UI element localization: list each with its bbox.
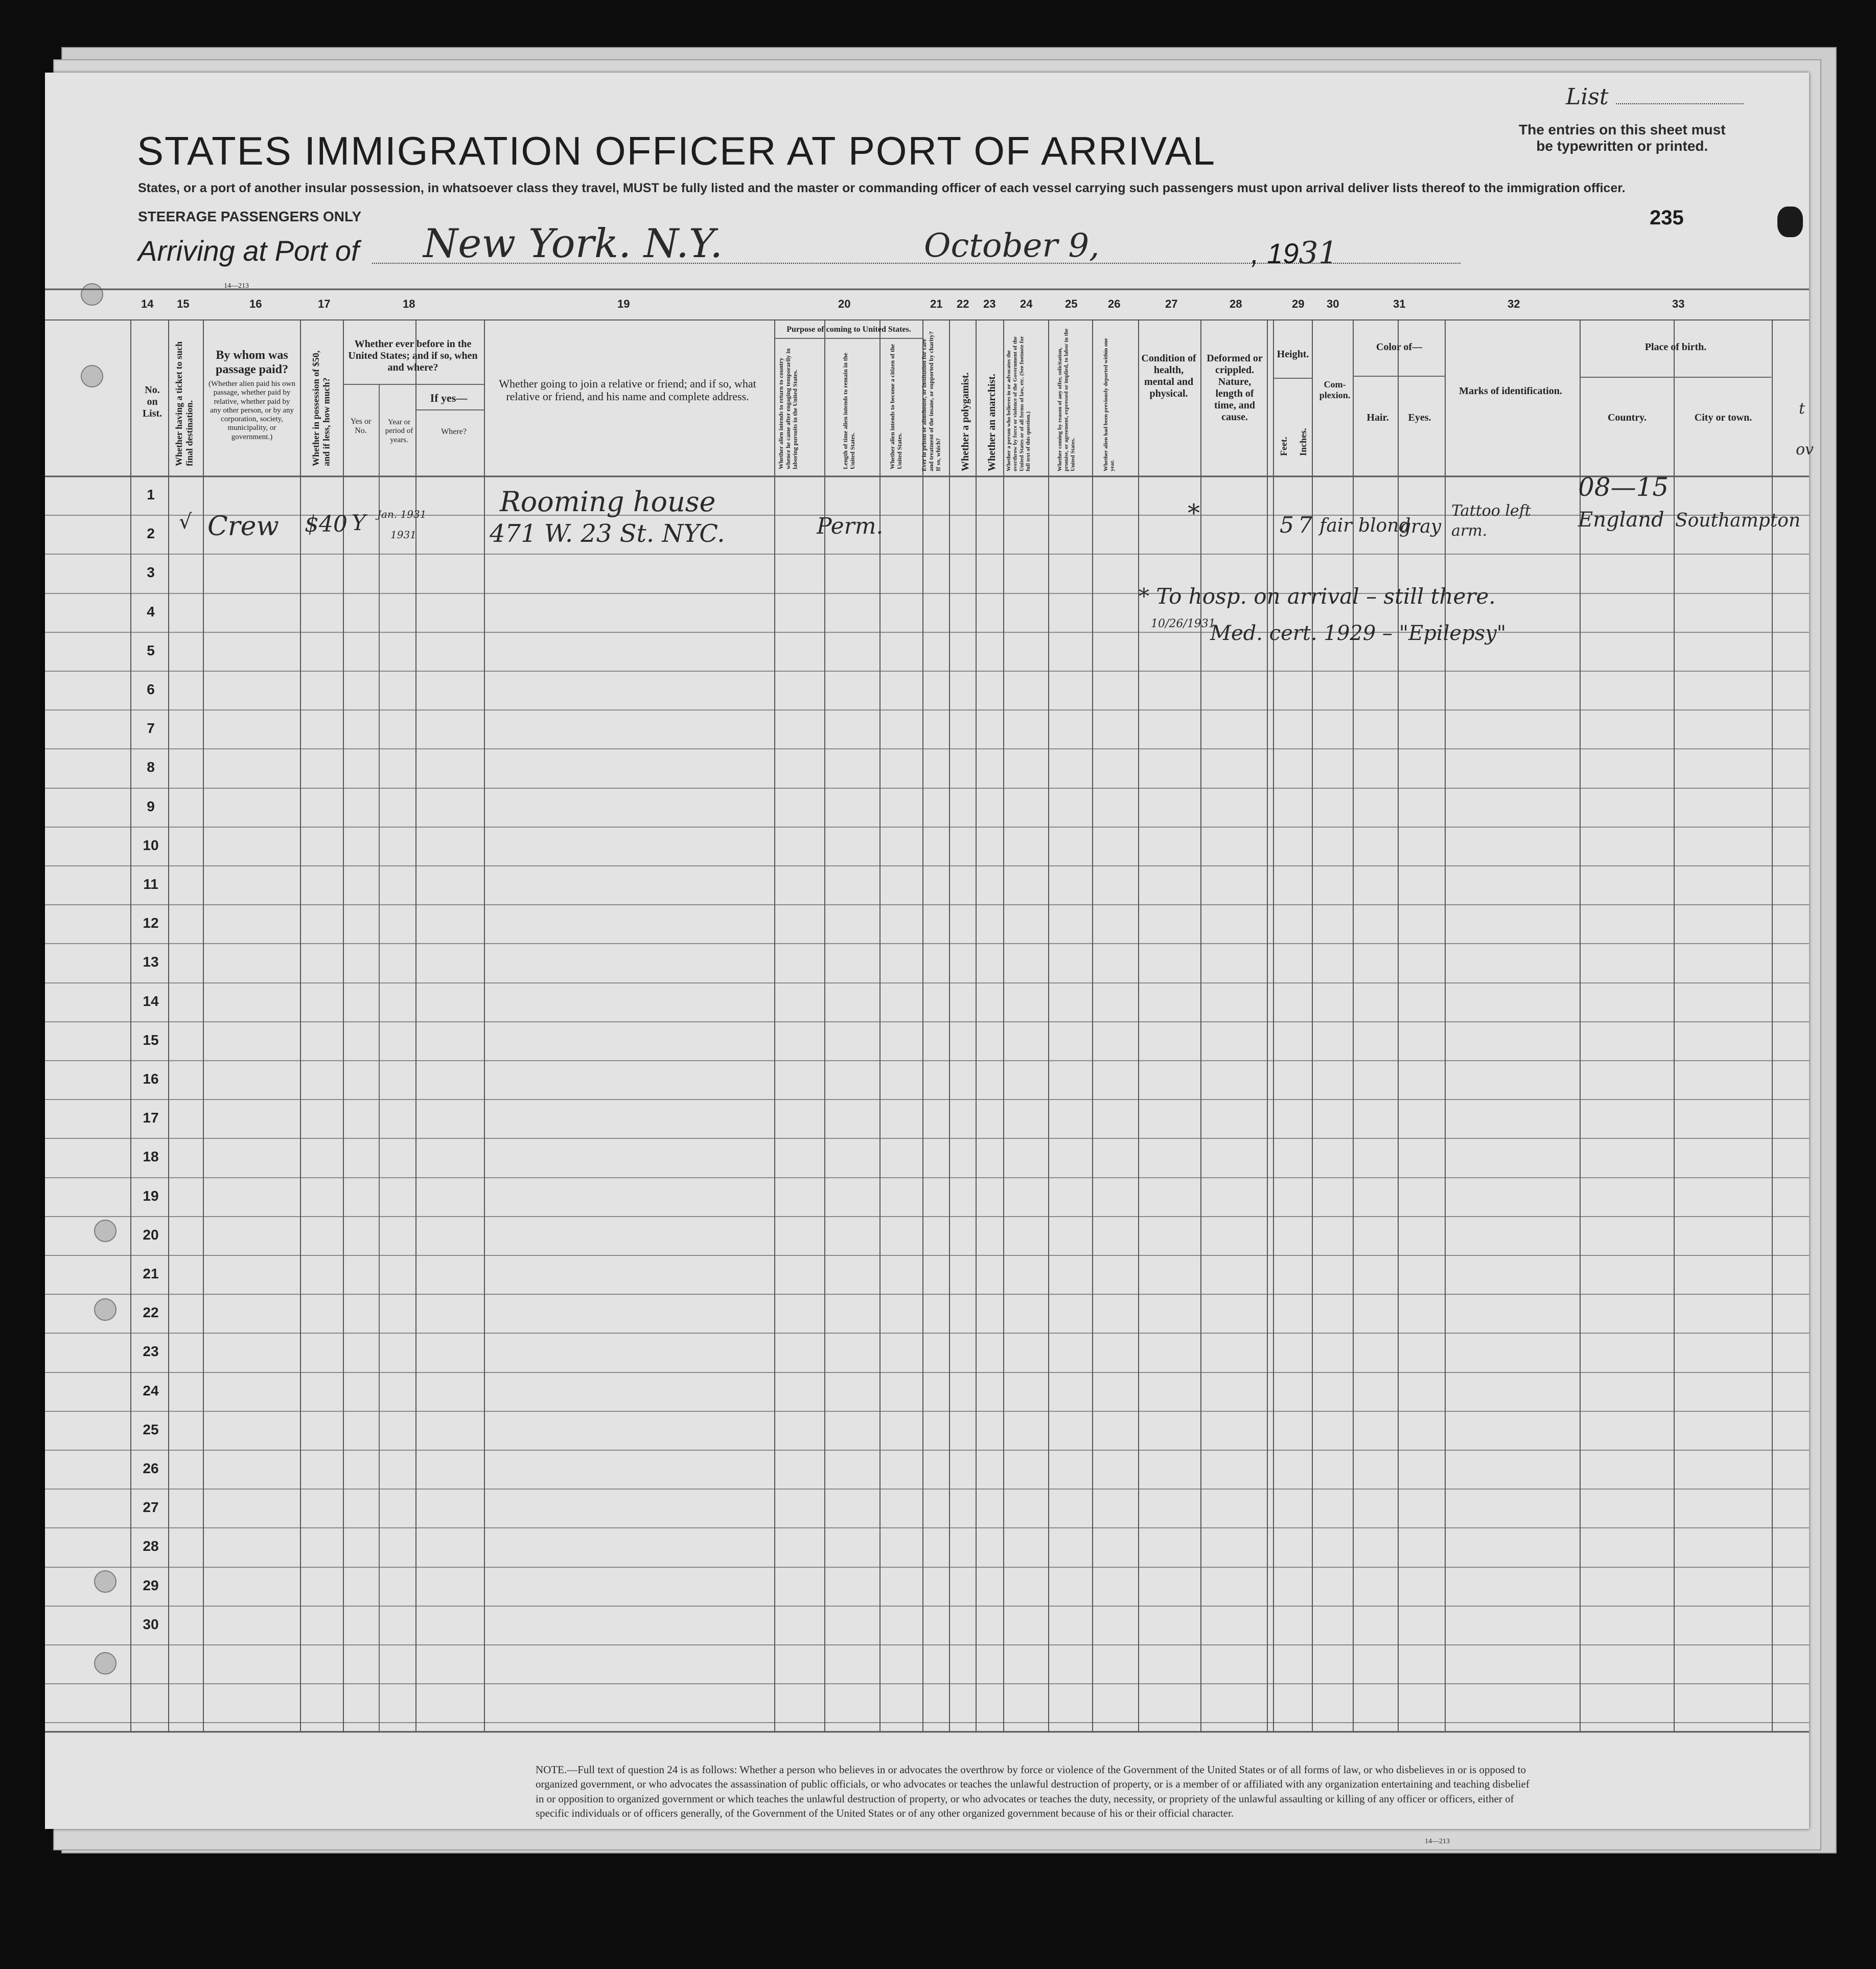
- row-number: 23: [143, 1343, 159, 1359]
- header-before-us: Whether ever before in the United States; and if so, when and where?: [348, 338, 478, 373]
- entry-eyes: gray: [1399, 516, 1442, 537]
- entry-ticket: √: [179, 510, 192, 534]
- col-num: 21: [930, 297, 943, 310]
- header-join: Whether going to join a relative or friend; and if so, what relative or friend, and his name and complete address.: [499, 377, 756, 403]
- entry-join-line1: Rooming house: [500, 486, 716, 518]
- row-number: 19: [143, 1188, 159, 1204]
- header-no-on-list: No. on List.: [142, 384, 163, 419]
- col-num: 19: [617, 297, 630, 310]
- header-condition: Condition of health, mental and physical.: [1141, 353, 1196, 399]
- steerage-label: STEERAGE PASSENGERS ONLY: [138, 209, 362, 224]
- header-passage: By whom was passage paid? (Whether alien paid his own passage, whether paid by relative, whether paid by any other person, or by any corporation, society, municipality, or government.): [209, 349, 295, 441]
- col-num: 27: [1165, 297, 1178, 310]
- header-anarchist: Whether an anarchist.: [986, 374, 998, 471]
- header-where: Where?: [441, 427, 467, 436]
- entry-feet: 5: [1280, 512, 1294, 538]
- col-num: 32: [1508, 297, 1520, 310]
- footnote-code: 14—213: [1425, 1838, 1450, 1845]
- row-number: 27: [143, 1499, 159, 1515]
- footnote: NOTE.—Full text of question 24 is as follows: Whether a person who believes in or advocates the overthrow by force or violence of the Government of the United States or of all forms of law, or who disbelieves in or is opposed to organized government, or who advocates the assassination of public officials, or who advocates or teaches the unlawful destruction of property, or is a member of or affiliated with any organization entertaining and teaching disbelief in or opposition to organized government or which teaches the unlawful destruction of property, or who advocates or teaches the duty, necessity, or propriety of the unlawful assaulting or killing of any officer or officers, either of specific individuals or of officers generally, of the Government of the United States or of any other organized government because of his or their official character.: [536, 1764, 1530, 1820]
- entry-before-years2: 1931: [390, 529, 416, 541]
- row-number: 3: [147, 564, 155, 580]
- row-number: 17: [143, 1110, 159, 1126]
- entry-marks: Tattoo left arm.: [1451, 502, 1531, 540]
- row-number: 25: [143, 1422, 159, 1437]
- header-marks: Marks of identification.: [1459, 385, 1562, 397]
- col-num: 24: [1020, 297, 1033, 310]
- entry-before-yes: Y: [352, 510, 366, 535]
- annotation-line3: Med. cert. 1929 – "Epilepsy": [1210, 622, 1507, 645]
- header-q24: Whether a person who believes in or advocates the overthrow by force or violence of the Government of the United States or of all forms of law, etc. (See footnote for full text of this question.): [1006, 336, 1031, 471]
- header-purpose-c: Whether alien intends to become a citizen of the United States.: [889, 344, 903, 469]
- col-num: 26: [1108, 297, 1121, 310]
- col-num: 20: [838, 297, 851, 310]
- entry-hair: blond: [1358, 515, 1411, 536]
- entry-marks-code: 08—15: [1578, 472, 1669, 502]
- header-inches: Inches.: [1298, 428, 1308, 456]
- col-num: 14: [141, 297, 154, 310]
- row-number: 9: [147, 798, 155, 814]
- col-num: 18: [403, 297, 415, 310]
- column-numbers: [45, 297, 1809, 313]
- header-purpose: Purpose of coming to United States.: [786, 325, 911, 334]
- annotation-line2: 10/26/1931: [1151, 617, 1216, 630]
- row-number: 6: [147, 681, 155, 697]
- entry-join-line2: 471 W. 23 St. NYC.: [490, 519, 725, 548]
- row-number: 11: [143, 876, 158, 892]
- entry-before-years: Jan. 1931: [377, 508, 427, 520]
- header-q25: Whether coming by reason of any offer, solicitation, promise, or agreement, expressed or implied, to labor in the United States.: [1057, 328, 1076, 471]
- manifest-sheet: [45, 73, 1814, 1845]
- row-number: 14: [143, 993, 159, 1009]
- row-number: 7: [147, 720, 155, 736]
- entry-money: $40: [305, 511, 348, 537]
- header-place-birth: Place of birth.: [1645, 341, 1707, 353]
- entry-city: Southampton: [1675, 510, 1801, 531]
- col-num: 16: [249, 297, 262, 310]
- header-hair: Hair.: [1367, 412, 1389, 423]
- typed-note: The entries on this sheet must be typewritten or printed.: [1519, 122, 1726, 154]
- header-if-yes: If yes—: [430, 392, 468, 404]
- row-number: 18: [143, 1149, 159, 1164]
- col-num: 29: [1292, 297, 1305, 310]
- row-number: 2: [147, 525, 155, 541]
- header-feet: Feet.: [1279, 437, 1289, 456]
- header-country: Country.: [1607, 412, 1647, 423]
- row-number: 21: [143, 1266, 159, 1281]
- header-color-of: Color of—: [1376, 341, 1423, 353]
- header-q26: Whether alien had been previously deported within one year.: [1103, 338, 1116, 471]
- header-purpose-a: Whether alien intends to return to country whence he came after engaging temporarily in laboring pursuits in the United States.: [777, 348, 799, 469]
- row-number: 30: [143, 1616, 159, 1632]
- row-number: 28: [143, 1538, 159, 1554]
- year-label: , 1931: [1251, 235, 1338, 271]
- entry-inches: 7: [1298, 512, 1312, 538]
- entry-condition-mark: *: [1188, 499, 1200, 528]
- col-num: 30: [1327, 297, 1339, 310]
- entry-complexion: fair: [1319, 515, 1352, 536]
- col-num: 17: [318, 297, 331, 310]
- instruction-text: States, or a port of another insular possession, in whatsoever class they travel, MUST be fully listed and the master or commanding officer of each vessel carrying such passengers must upon arrival deliver lists thereof to the immigration officer.: [138, 181, 1626, 195]
- header-yes-no: Yes or No.: [350, 417, 372, 436]
- row-number: 22: [143, 1304, 159, 1320]
- col-num: 33: [1672, 297, 1685, 310]
- row-number: 29: [143, 1577, 159, 1593]
- row-number: 24: [143, 1383, 159, 1399]
- header-eyes: Eyes.: [1408, 412, 1431, 423]
- entry-country: England: [1578, 508, 1664, 532]
- row-number: 4: [147, 604, 155, 620]
- header-ticket: Whether having a ticket to such final destination.: [174, 341, 195, 466]
- annotation-line1: * To hosp. on arrival – still there.: [1139, 584, 1496, 609]
- header-polygamist: Whether a polygamist.: [960, 372, 971, 471]
- entry-length: Perm.: [817, 513, 884, 539]
- header-deformed: Deformed or crippled. Nature, length of time, and cause.: [1207, 353, 1263, 423]
- row-number: 15: [143, 1032, 159, 1048]
- port-value: New York. N.Y.: [423, 221, 723, 267]
- row-number: 26: [143, 1460, 159, 1476]
- col-num: 23: [983, 297, 996, 310]
- sheet-number: 235: [1650, 207, 1684, 229]
- col-num: 25: [1065, 297, 1078, 310]
- row-number: 10: [143, 837, 159, 853]
- page-title: STATES IMMIGRATION OFFICER AT PORT OF ARRIVAL: [137, 128, 1216, 173]
- header-money: Whether in possession of $50, and if less, how much?: [311, 350, 332, 466]
- list-label: List: [1566, 84, 1744, 110]
- col-num: 22: [957, 297, 969, 310]
- col-num: 28: [1230, 297, 1242, 310]
- row-number: 1: [147, 487, 155, 502]
- header-city: City or town.: [1694, 412, 1752, 423]
- margin-fragment: ov: [1796, 441, 1814, 459]
- row-number: 5: [147, 643, 155, 658]
- col-num: 31: [1393, 297, 1406, 310]
- header-year-period: Year or period of years.: [385, 418, 413, 444]
- row-number: 20: [143, 1227, 159, 1243]
- row-number: 16: [143, 1071, 159, 1087]
- date-value: October 9,: [924, 227, 1100, 265]
- row-number: 8: [147, 759, 155, 775]
- margin-fragment: t: [1799, 400, 1805, 418]
- header-prison: Ever in prison or almshouse, or institution for care and treatment of the insane, or supported by charity? If so, which?: [920, 331, 942, 471]
- arriving-label: Arriving at Port of: [138, 235, 359, 267]
- col-num: 15: [177, 297, 190, 310]
- form-code-top: 14—213: [224, 282, 249, 290]
- header-complexion: Com-plexion.: [1319, 379, 1351, 400]
- header-height: Height.: [1277, 349, 1309, 360]
- row-number: 13: [143, 954, 159, 970]
- row-number: 12: [143, 915, 159, 931]
- entry-passage: Crew: [207, 511, 279, 542]
- header-purpose-b: Length of time alien intends to remain in the United States.: [842, 353, 856, 469]
